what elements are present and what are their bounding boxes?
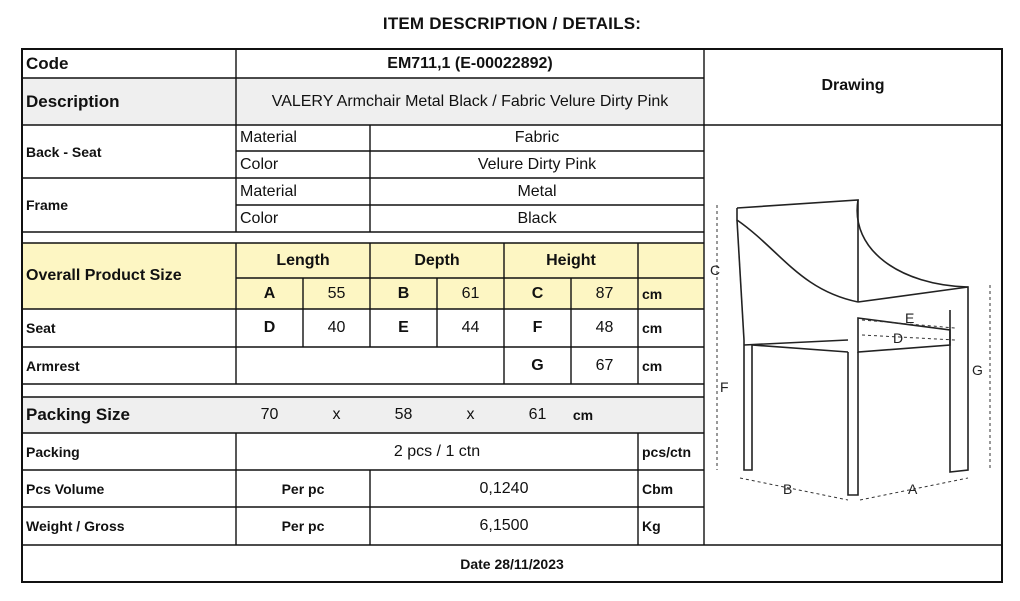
drawing-letter-a: A: [908, 481, 918, 497]
dim-b-value: 61: [461, 284, 480, 302]
packing-value: 2 pcs / 1 ctn: [393, 442, 481, 460]
packing-x2: x: [466, 406, 475, 423]
packing-size-unit: cm: [572, 407, 594, 423]
drawing-letter-g: G: [972, 362, 983, 378]
date: Date 28/11/2023: [460, 555, 564, 572]
armrest-label: Armrest: [26, 357, 80, 374]
length-header: Length: [276, 251, 330, 269]
code-label: Code: [26, 53, 69, 73]
depth-header: Depth: [414, 251, 460, 269]
drawing-letter-f: F: [720, 379, 729, 395]
pcs-volume-unit: Cbm: [642, 480, 674, 497]
packing-label: Packing: [26, 443, 80, 460]
height-header: Height: [546, 251, 596, 269]
dim-c-value: 87: [595, 284, 614, 302]
weight-label: Weight / Gross: [26, 518, 125, 534]
chair-outline: [737, 200, 968, 495]
frame-color-label: Color: [240, 209, 279, 227]
dim-d-letter: D: [263, 319, 276, 336]
weight-unit: Kg: [642, 518, 661, 534]
dim-b-letter: B: [397, 284, 410, 302]
back-seat-color-label: Color: [240, 155, 279, 173]
overall-size-label: Overall Product Size: [26, 267, 182, 284]
drawing-letter-e: E: [905, 310, 915, 326]
weight-value: 6,1500: [479, 517, 529, 534]
back-seat-material: Fabric: [514, 129, 560, 146]
dim-e-value: 44: [461, 319, 480, 336]
dim-e-letter: E: [398, 319, 409, 336]
dim-g-value: 67: [595, 356, 614, 374]
pcs-volume-per: Per pc: [281, 480, 325, 497]
drawing-label: Drawing: [821, 77, 885, 94]
description-value: VALERY Armchair Metal Black / Fabric Velure Dirty Pink: [271, 92, 669, 110]
back-seat-color: Velure Dirty Pink: [477, 155, 597, 173]
pcs-volume-value: 0,1240: [479, 479, 529, 497]
packing-length: 70: [260, 406, 279, 423]
drawing-letter-d: D: [893, 330, 904, 346]
drawing-letter-c: C: [710, 262, 721, 278]
packing-unit: pcs/ctn: [642, 443, 692, 460]
frame-color: Black: [517, 209, 557, 227]
code-value: EM711,1 (E-00022892): [387, 54, 553, 72]
frame-label: Frame: [26, 197, 69, 213]
description-label: Description: [26, 91, 120, 111]
dim-a-value: 55: [327, 284, 346, 302]
dim-g-letter: G: [531, 356, 544, 374]
frame-material-label: Material: [240, 182, 297, 200]
pcs-volume-label: Pcs Volume: [26, 480, 105, 497]
dim-f-letter: F: [532, 319, 543, 336]
back-seat-material-label: Material: [240, 129, 297, 146]
seat-label: Seat: [26, 320, 56, 336]
packing-width: 58: [394, 406, 413, 423]
weight-per: Per pc: [281, 518, 325, 534]
overall-unit: cm: [642, 285, 663, 302]
packing-size-label: Packing Size: [26, 405, 130, 424]
packing-x1: x: [332, 406, 341, 423]
back-seat-label: Back - Seat: [26, 143, 102, 160]
dim-c-letter: C: [531, 284, 544, 302]
frame-material: Metal: [517, 182, 557, 200]
drawing-letter-b: B: [783, 481, 793, 497]
packing-height: 61: [528, 406, 547, 423]
dimension-lines: [717, 205, 990, 500]
dim-f-value: 48: [595, 319, 614, 336]
seat-unit: cm: [642, 320, 663, 336]
dim-a-letter: A: [263, 284, 276, 302]
armrest-unit: cm: [642, 357, 663, 374]
page-title: ITEM DESCRIPTION / DETAILS:: [382, 14, 642, 33]
dim-d-value: 40: [327, 319, 346, 336]
